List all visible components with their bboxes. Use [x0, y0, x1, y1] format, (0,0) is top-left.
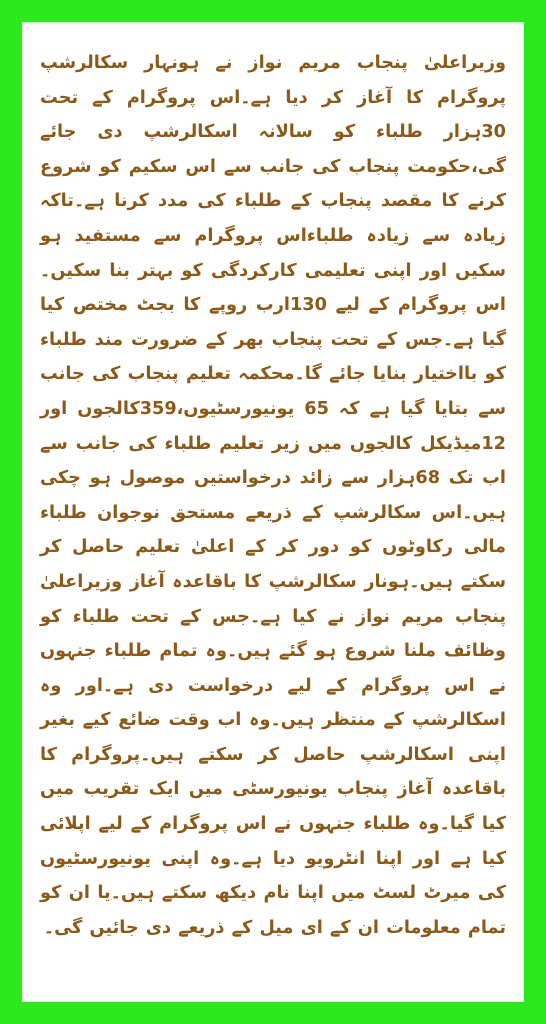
article-body [40, 46, 506, 978]
article-paragraph: وزیراعلیٰ پنجاب مریم نواز نے ہونہار سکالرشپ پروگرام کا آغاز کر دیا ہے۔اس پروگرام کے تحت 30ہزار طلباء کو سالانہ اسکالرشپ دی جائے گی،حکومت پنجاب کی جانب سے اس سکیم کو شروع کرنے کا مقصد پنجاب کے طلباء کی مدد کرنا ہے۔تاکہ زیادہ سے زیادہ طلباءاس پروگرام سے مستفید ہو سکیں اور اپنی تعلیمی کارکردگی کو بہتر بنا سکیں۔اس پروگرام کے لیے 130ارب روپے کا بجٹ مختص کیا گیا ہے۔جس کے تحت پنجاب بھر کے ضرورت مند طلباء کو بااختیار بنایا جائے گا۔محکمہ تعلیم پنجاب کی جانب سے بتایا گیا ہے کہ 65 یونیورسٹیوں،359کالجوں اور 12میڈیکل کالجوں میں زیر تعلیم طلباء کی جانب سے اب تک 68ہزار سے زائد درخواستیں موصول ہو چکی ہیں۔اس سکالرشپ کے ذریعے مستحق نوجوان طلباء مالی رکاوٹوں کو دور کر کے اعلیٰ تعلیم حاصل کر سکتے ہیں۔ہونار سکالرشپ کا باقاعدہ آغاز وزیراعلیٰ پنجاب مریم نواز نے کیا ہے۔جس کے تحت طلباء کو وظائف ملنا شروع ہو گئے ہیں۔وہ تمام طلباء جنہوں نے اس پروگرام کے لیے درخواست دی ہے۔اور وہ اسکالرشپ کے منتظر ہیں۔وہ اب وقت ضائع کیے بغیر اپنی اسکالرشپ حاصل کر سکتے ہیں۔پروگرام کا باقاعدہ آغاز پنجاب یونیورسٹی میں ایک تقریب میں کیا گیا۔وہ طلباء جنہوں نے اس پروگرام کے لیے اپلائی کیا ہے اور اپنا انٹرویو دیا ہے۔وہ اپنی یونیورسٹیوں کی میرٹ لسٹ میں اپنا نام دیکھ سکتے ہیں۔یا ان کو تمام معلومات ان کے ای میل کے ذریعے دی جائیں گی۔ [40, 53, 506, 938]
article-panel [22, 22, 524, 1002]
